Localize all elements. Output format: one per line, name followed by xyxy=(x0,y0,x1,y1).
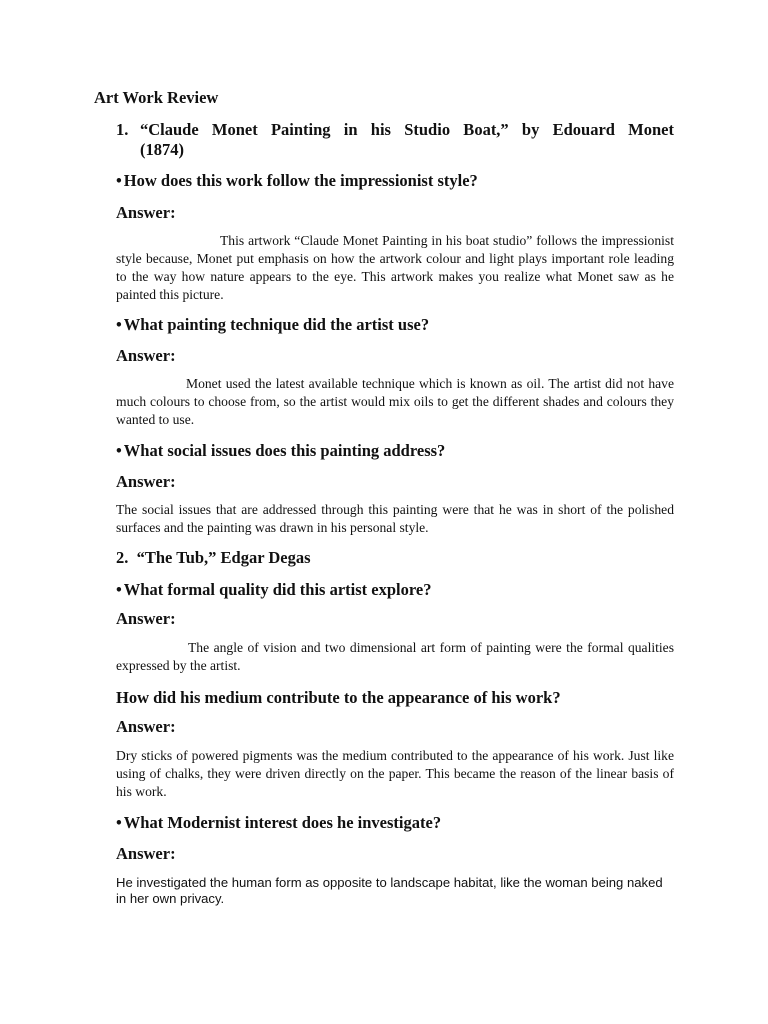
answer-label-3: Answer: xyxy=(116,472,176,491)
answer-6-text: He investigated the human form as opposite to landscape habitat, like the woman being naked in her own privacy. xyxy=(116,875,663,906)
item-1-title-line1: “Claude Monet Painting in his Studio Boat,” by Edouard Monet xyxy=(140,120,674,139)
answer-2-text: Monet used the latest available technique which is known as oil. The artist did not have much colours to choose from, so the artist would mix oils to get the different shades and colours they wanted to use. xyxy=(116,376,674,427)
bullet-icon: • xyxy=(116,580,122,599)
bullet-icon: • xyxy=(116,441,122,460)
question-3 xyxy=(116,441,445,461)
answer-label-2: Answer: xyxy=(116,346,176,365)
item-2-number: 2. xyxy=(116,548,129,567)
answer-1-text: This artwork “Claude Monet Painting in his boat studio” follows the impressionist style because, Monet put emphasis on how the artwork colour and light plays important role leading to the way how nature appears to the eye. This artwork makes you realize what Monet saw as he painted this picture. xyxy=(116,233,674,302)
answer-label-4: Answer: xyxy=(116,609,176,628)
bullet-icon: • xyxy=(116,315,122,334)
question-5 xyxy=(116,688,561,708)
answer-3-text: The social issues that are addressed through this painting were that he was in short of the polished surfaces and the painting was drawn in his personal style. xyxy=(116,502,674,535)
document-title: Art Work Review xyxy=(94,88,219,107)
question-1-text: How does this work follow the impressionist style? xyxy=(123,171,478,190)
item-1-heading xyxy=(116,120,674,160)
answer-label-5: Answer: xyxy=(116,717,176,736)
question-4-text: What formal quality did this artist explore? xyxy=(123,580,432,599)
item-2-title: “The Tub,” Edgar Degas xyxy=(136,548,311,567)
question-4 xyxy=(116,580,431,600)
question-1 xyxy=(116,171,478,191)
bullet-icon: • xyxy=(116,813,122,832)
answer-label-6: Answer: xyxy=(116,844,176,863)
answer-5-text: Dry sticks of powered pigments was the medium contributed to the appearance of his work. Just like using of chalks, they were driven directly on the paper. This became the reason of the linear basis of his work. xyxy=(116,748,674,799)
item-2-heading xyxy=(116,548,311,568)
question-2-text: What painting technique did the artist use? xyxy=(123,315,430,334)
item-1-title-line2: (1874) xyxy=(140,140,184,159)
answer-4-text: The angle of vision and two dimensional art form of painting were the formal qualities expressed by the artist. xyxy=(116,640,674,673)
question-2 xyxy=(116,315,429,335)
bullet-icon: • xyxy=(116,171,122,190)
question-6-text: What Modernist interest does he investigate? xyxy=(123,813,442,832)
question-5-text: How did his medium contribute to the appearance of his work? xyxy=(116,688,561,707)
question-6 xyxy=(116,813,441,833)
answer-label-1: Answer: xyxy=(116,203,176,222)
item-1-number: 1. xyxy=(116,120,129,139)
question-3-text: What social issues does this painting address? xyxy=(123,441,446,460)
